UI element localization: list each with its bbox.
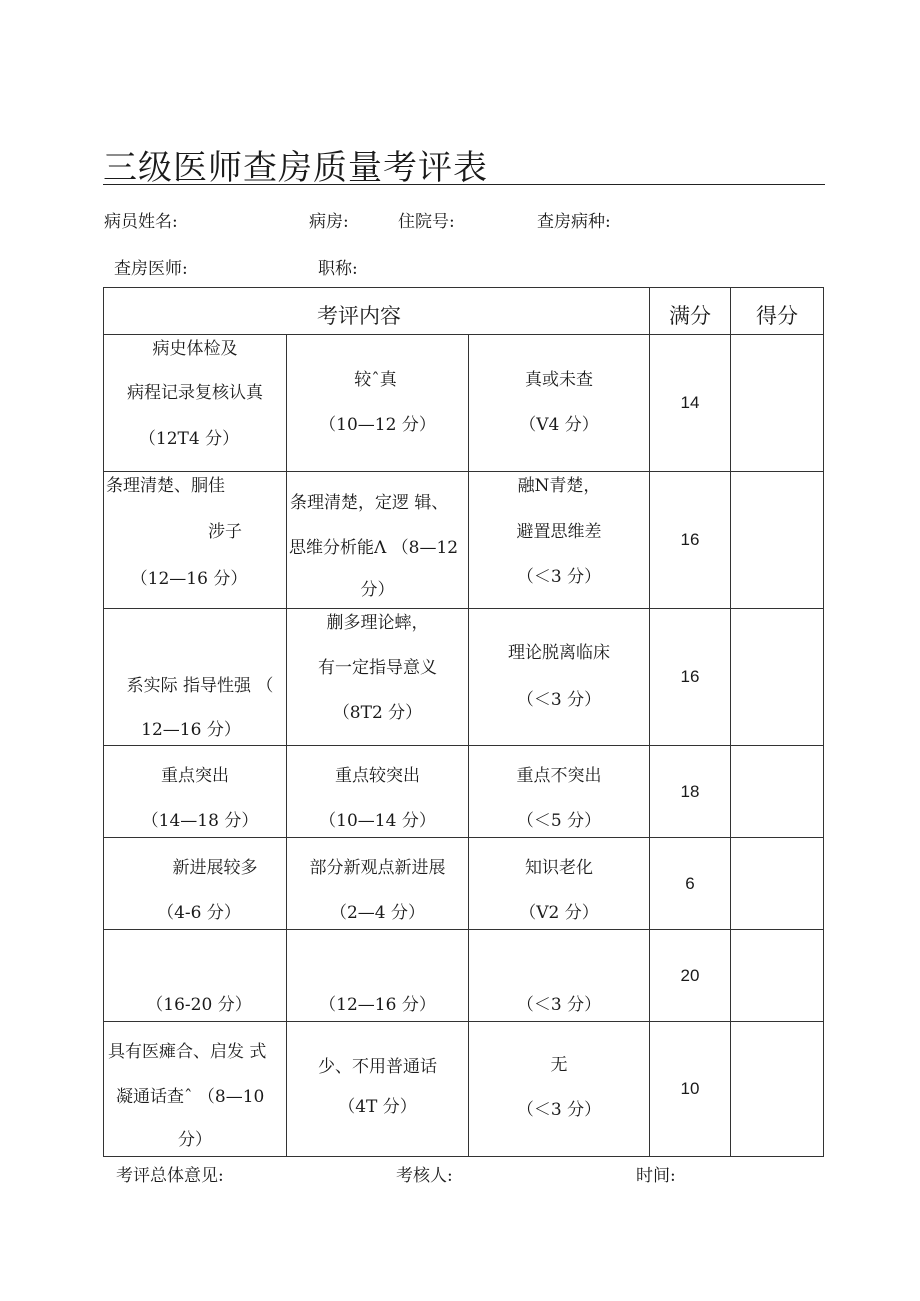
row-2-a-line-0: 系实际 指导性强 （ bbox=[126, 676, 274, 696]
row-3-col-c bbox=[469, 746, 650, 838]
row-2-b-line-0: 蒯多理论蟀， bbox=[326, 613, 429, 633]
row-2-c-line-0: 理论脱离临床 bbox=[508, 643, 610, 663]
row-2-b-line-1: 有一定指导意义 bbox=[318, 658, 437, 678]
opinion-label: 考评总体意见: bbox=[116, 1166, 224, 1186]
row-4-score[interactable] bbox=[731, 838, 824, 930]
row-3-c-line-0: 重点不突出 bbox=[516, 766, 602, 786]
header-score: 得分 bbox=[756, 304, 799, 328]
row-4-b-line-0: 部分新观点新进展 bbox=[309, 858, 446, 878]
table-row bbox=[104, 1022, 824, 1157]
row-4-b-line-1: （2—4 分） bbox=[329, 903, 426, 923]
time-label: 时间: bbox=[636, 1166, 676, 1186]
row-0-full: 14 bbox=[650, 335, 731, 472]
row-3-col-b bbox=[287, 746, 469, 838]
row-6-col-a bbox=[104, 1022, 287, 1157]
table-row bbox=[104, 335, 824, 472]
row-2-col-c bbox=[469, 609, 650, 746]
header-content-cell bbox=[104, 288, 650, 335]
row-1-c-line-0: 融N青楚， bbox=[517, 476, 601, 496]
row-0-col-b bbox=[287, 335, 469, 472]
row-5-b-line-0: （12—16 分） bbox=[319, 995, 436, 1015]
row-5-col-c bbox=[469, 930, 650, 1022]
row-6-c-line-1: （＜3 分） bbox=[516, 1100, 602, 1120]
table-row bbox=[104, 746, 824, 838]
row-3-b-line-1: （10—14 分） bbox=[319, 811, 436, 831]
row-2-b-line-2: （8T2 分） bbox=[332, 703, 423, 723]
row-3-score[interactable] bbox=[731, 746, 824, 838]
row-6-col-c bbox=[469, 1022, 650, 1157]
title-underline bbox=[103, 184, 825, 185]
row-1-col-b bbox=[287, 472, 469, 609]
row-4-a-line-1: （4-6 分） bbox=[157, 903, 241, 923]
patient-name-label: 病员姓名: bbox=[104, 212, 178, 232]
row-1-b-line-1: 思维分析能Λ （8—12 bbox=[289, 538, 459, 558]
row-5-full: 20 bbox=[650, 930, 731, 1022]
row-6-a-line-0: 具有医瘫合、启发 式 bbox=[108, 1042, 267, 1062]
row-0-col-c bbox=[469, 335, 650, 472]
row-0-a-line-0: 病史体检及 bbox=[152, 339, 238, 359]
row-2-col-a bbox=[104, 609, 287, 746]
row-6-full: 10 bbox=[650, 1022, 731, 1157]
row-6-a-line-1: 凝通话查ˆ （8—10 bbox=[116, 1087, 265, 1107]
assessor-label: 考核人: bbox=[396, 1166, 453, 1186]
row-3-c-line-1: （＜5 分） bbox=[516, 811, 602, 831]
row-1-a-line-0: 条理清楚、胴佳 bbox=[106, 476, 225, 496]
row-5-col-a bbox=[104, 930, 287, 1022]
row-3-col-a bbox=[104, 746, 287, 838]
row-6-score[interactable] bbox=[731, 1022, 824, 1157]
table-row bbox=[104, 930, 824, 1022]
row-3-a-line-0: 重点突出 bbox=[161, 766, 229, 786]
row-4-full: 6 bbox=[650, 838, 731, 930]
row-5-col-b bbox=[287, 930, 469, 1022]
row-1-b-line-0: 条理清楚，定逻 辑、 bbox=[290, 493, 449, 513]
row-0-score[interactable] bbox=[731, 335, 824, 472]
row-1-col-c bbox=[469, 472, 650, 609]
title-rank-label: 职称: bbox=[318, 259, 358, 279]
row-2-score[interactable] bbox=[731, 609, 824, 746]
row-3-a-line-1: （14—18 分） bbox=[141, 811, 259, 831]
table-header-row bbox=[104, 288, 824, 335]
disease-label: 查房病种: bbox=[537, 212, 611, 232]
row-4-col-b bbox=[287, 838, 469, 930]
row-5-score[interactable] bbox=[731, 930, 824, 1022]
row-0-c-line-1: （V4 分） bbox=[519, 415, 599, 435]
row-6-col-b bbox=[287, 1022, 469, 1157]
evaluation-table bbox=[103, 287, 824, 1157]
row-0-b-line-1: （10—12 分） bbox=[319, 415, 436, 435]
header-full-cell bbox=[650, 288, 731, 335]
row-2-col-b bbox=[287, 609, 469, 746]
ward-label: 病房: bbox=[309, 212, 349, 232]
row-0-col-a bbox=[104, 335, 287, 472]
row-0-b-line-0: 较ˆ真 bbox=[354, 370, 397, 390]
row-4-c-line-1: （V2 分） bbox=[519, 903, 599, 923]
row-4-col-a bbox=[104, 838, 287, 930]
row-6-a-line-2: 分） bbox=[178, 1130, 212, 1150]
header-full: 满分 bbox=[669, 304, 712, 328]
row-2-c-line-1: （＜3 分） bbox=[516, 690, 602, 710]
row-5-a-line-0: （16-20 分） bbox=[146, 995, 252, 1015]
row-1-a-line-1: 涉子 bbox=[208, 522, 242, 542]
row-4-col-c bbox=[469, 838, 650, 930]
row-2-full: 16 bbox=[650, 609, 731, 746]
admission-no-label: 住院号: bbox=[398, 212, 455, 232]
table-row bbox=[104, 838, 824, 930]
header-content: 考评内容 bbox=[317, 304, 401, 328]
row-0-c-line-0: 真或未查 bbox=[525, 370, 593, 390]
row-4-c-line-0: 知识老化 bbox=[525, 858, 593, 878]
table-row bbox=[104, 472, 824, 609]
table-row bbox=[104, 609, 824, 746]
row-0-a-line-2: （12T4 分） bbox=[138, 429, 240, 449]
row-0-a-line-1: 病程记录复核认真 bbox=[127, 383, 263, 403]
row-4-a-line-0: 新进展较多 bbox=[172, 858, 258, 878]
row-2-a-line-1: 12—16 分） bbox=[141, 720, 241, 740]
row-3-b-line-0: 重点较突出 bbox=[335, 766, 420, 786]
row-6-b-line-1: （4T 分） bbox=[338, 1097, 417, 1117]
row-1-c-line-1: 避置思维差 bbox=[516, 522, 602, 542]
row-1-a-line-2: （12—16 分） bbox=[130, 569, 248, 589]
row-3-full: 18 bbox=[650, 746, 731, 838]
header-score-cell bbox=[731, 288, 824, 335]
row-1-full: 16 bbox=[650, 472, 731, 609]
row-1-col-a bbox=[104, 472, 287, 609]
row-6-c-line-0: 无 bbox=[550, 1055, 568, 1075]
row-1-c-line-2: （＜3 分） bbox=[516, 567, 602, 587]
row-1-score[interactable] bbox=[731, 472, 824, 609]
row-1-b-line-2: 分） bbox=[360, 580, 395, 600]
row-6-b-line-0: 少、不用普通话 bbox=[318, 1057, 437, 1077]
page-title: 三级医师查房质量考评表 bbox=[103, 148, 488, 188]
doctor-label: 查房医师: bbox=[114, 259, 188, 279]
row-5-c-line-0: （＜3 分） bbox=[516, 995, 602, 1015]
